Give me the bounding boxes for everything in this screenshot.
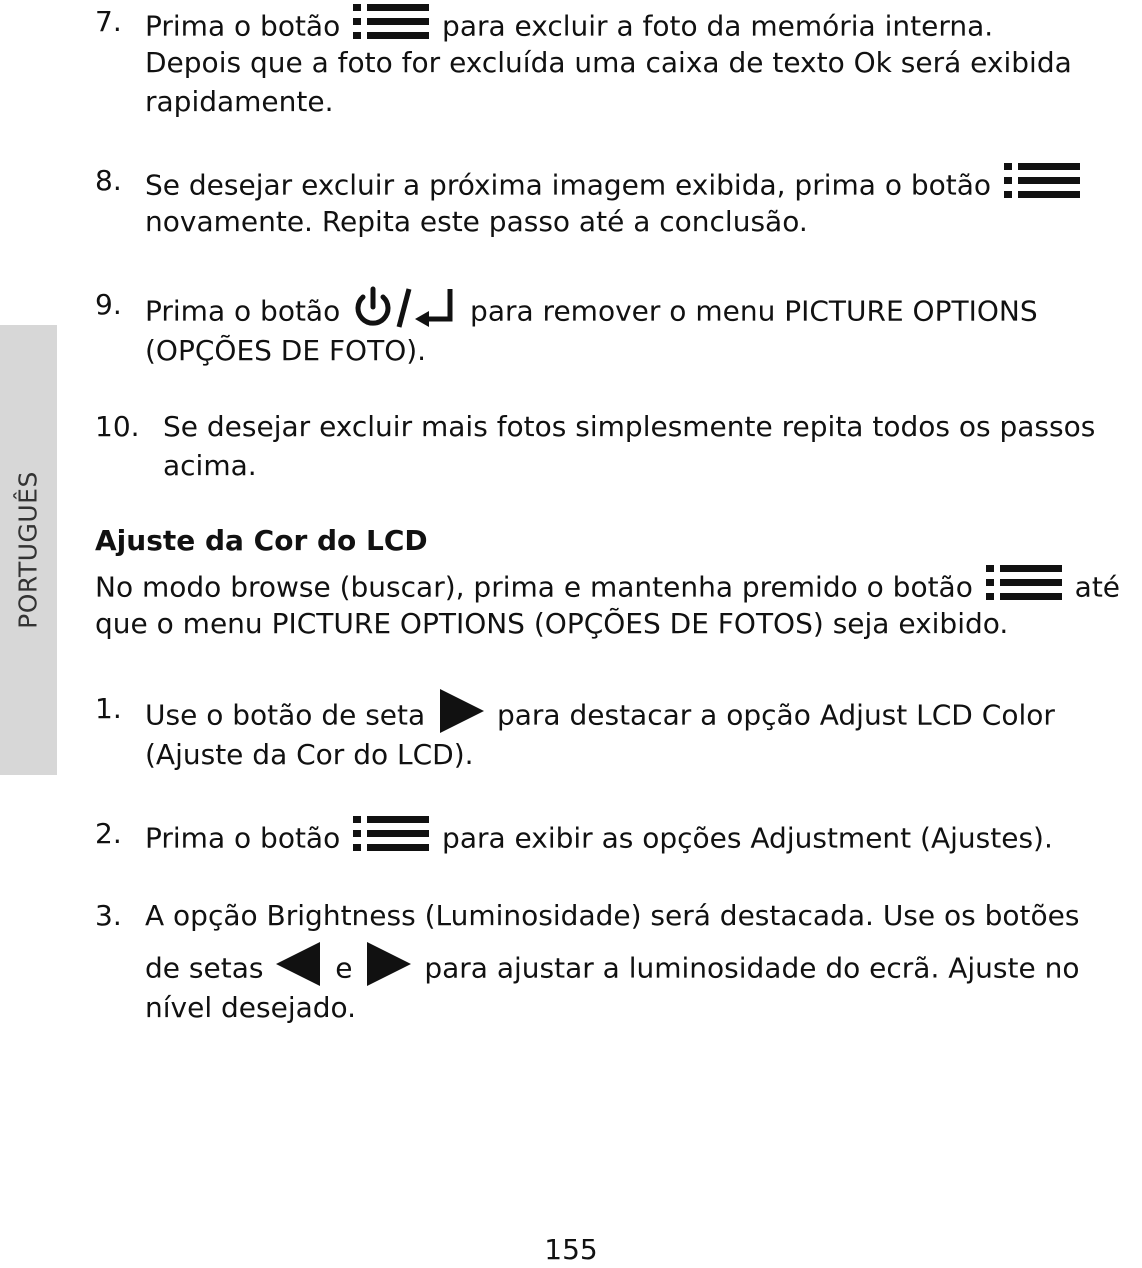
adjust-step-1-number: 1. bbox=[95, 692, 122, 725]
step-8-line-2: novamente. Repita este passo até a conclusão. bbox=[145, 205, 808, 238]
adjust-step-3-line-1: A opção Brightness (Luminosidade) será destacada. Use os botões bbox=[145, 899, 1080, 932]
section-heading: Ajuste da Cor do LCD bbox=[95, 524, 428, 557]
step-8-number: 8. bbox=[95, 164, 122, 197]
step-10-line-1: Se desejar excluir mais fotos simplesmente repita todos os passos bbox=[163, 410, 1096, 443]
adjust-step-3-line-3: nível desejado. bbox=[145, 991, 357, 1024]
step-9-line-2: (OPÇÕES DE FOTO). bbox=[145, 334, 427, 367]
step-7-line-2: Depois que a foto for excluída uma caixa de texto Ok será exibida bbox=[145, 46, 1072, 79]
step-7-text-after: para excluir a foto da memória interna. bbox=[442, 9, 994, 43]
language-tab-label: PORTUGUÊS bbox=[13, 471, 43, 629]
adjust-step-1-text-after: para destacar a opção Adjust LCD Color bbox=[496, 698, 1055, 732]
menu-icon bbox=[353, 814, 429, 865]
adjust-step-3-number: 3. bbox=[95, 899, 122, 932]
page-number: 155 bbox=[544, 1233, 598, 1266]
step-7-number: 7. bbox=[95, 5, 122, 38]
menu-icon bbox=[1004, 161, 1080, 212]
section-intro-line-2: que o menu PICTURE OPTIONS (OPÇÕES DE FOTOS) seja exibido. bbox=[95, 607, 1009, 640]
adjust-step-1-text-before: Use o botão de seta bbox=[145, 698, 426, 732]
adjust-step-2-number: 2. bbox=[95, 817, 122, 850]
adjust-step-3-text-after: para ajustar a luminosidade do ecrã. Ajuste no bbox=[424, 951, 1080, 985]
step-7-text-before: Prima o botão bbox=[145, 9, 341, 43]
step-9-text-after: para remover o menu PICTURE OPTIONS bbox=[470, 294, 1038, 328]
section-intro-text-after: até bbox=[1074, 570, 1121, 604]
section-intro-text-before: No modo browse (buscar), prima e mantenha premido o botão bbox=[95, 570, 973, 604]
adjust-step-2-line-1 bbox=[145, 814, 1053, 865]
step-9-text-before: Prima o botão bbox=[145, 294, 341, 328]
step-9-number: 9. bbox=[95, 288, 122, 321]
adjust-step-2-text-after: para exibir as opções Adjustment (Ajustes). bbox=[442, 821, 1053, 855]
adjust-step-3-text-middle: e bbox=[335, 951, 353, 985]
adjust-step-2-text-before: Prima o botão bbox=[145, 821, 341, 855]
adjust-step-1-line-2: (Ajuste da Cor do LCD). bbox=[145, 738, 474, 771]
arrow-right-icon bbox=[365, 942, 411, 997]
step-8-text-before: Se desejar excluir a próxima imagem exibida, prima o botão bbox=[145, 168, 992, 202]
step-7-line-3: rapidamente. bbox=[145, 85, 334, 118]
adjust-step-3-text-before: de setas bbox=[145, 951, 264, 985]
step-10-line-2: acima. bbox=[163, 449, 257, 482]
step-10-number: 10. bbox=[95, 410, 140, 443]
